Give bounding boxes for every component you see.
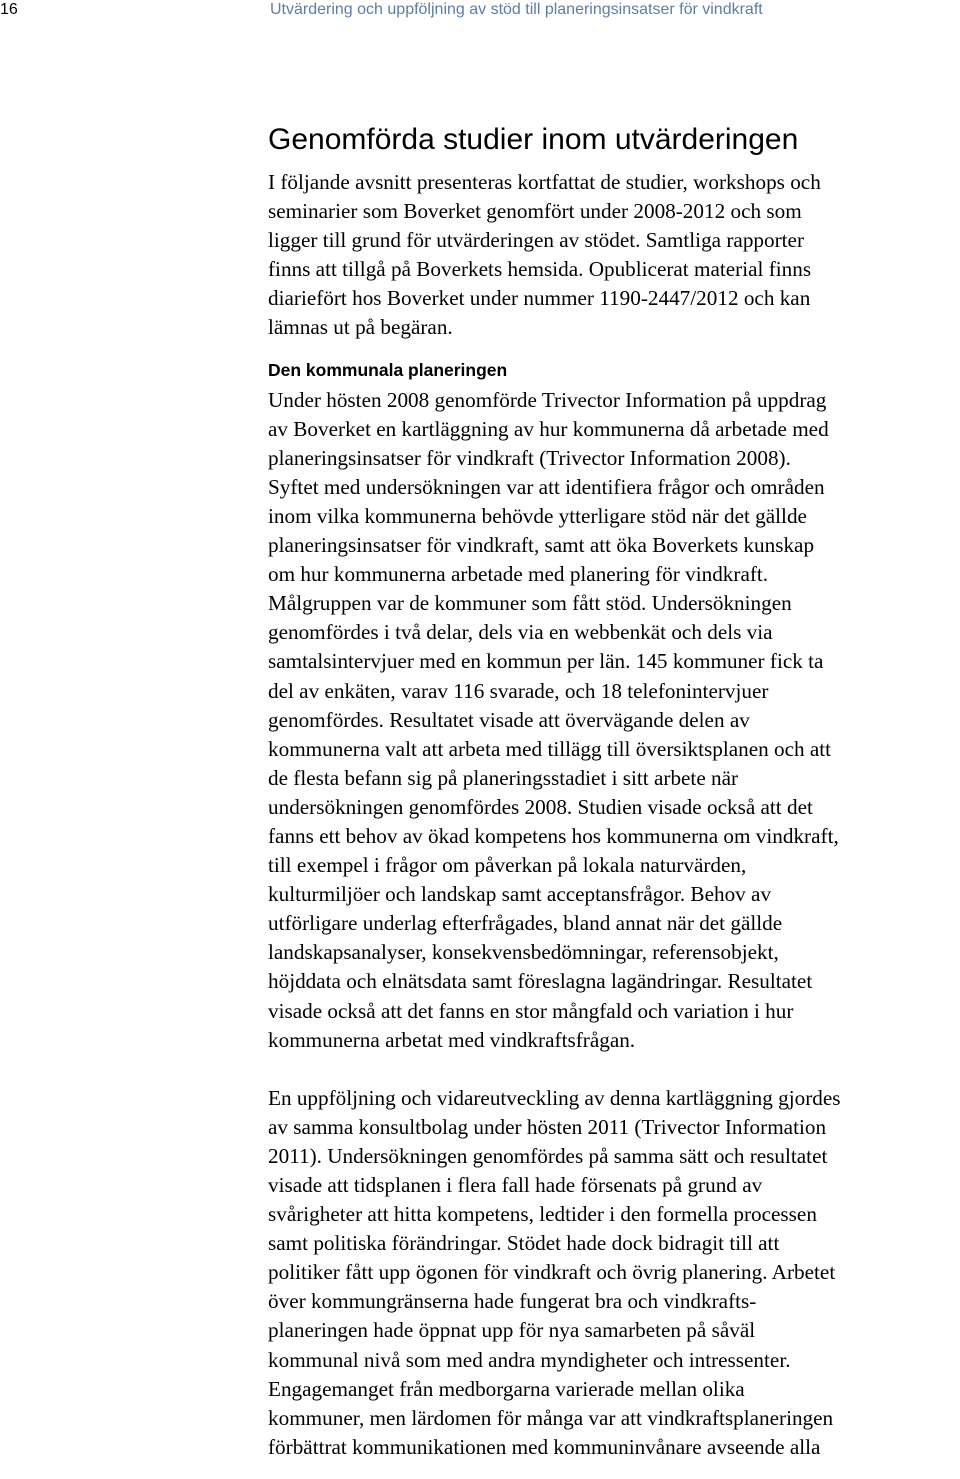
subsection-heading: Den kommunala planeringen: [268, 359, 508, 380]
page-content: [268, 120, 958, 1462]
running-header-title: Utvärdering och uppföljning av stöd till planeringsinsatser för vindkraft: [270, 1, 763, 18]
page-number: 16: [0, 1, 18, 18]
running-header: [0, 0, 960, 20]
body-paragraph-2: En uppföljning och vidareutveckling av denna kartläggning gjordes av samma konsultbolag under hösten 2011 (Trivector Information 2011). Undersökningen genomfördes på samma sätt och resultatet visade att tidsplanen i flera fall hade försenats på grund av svårigheter att hitta kompetens, ledtider i den formella processen samt politiska förändringar. Stödet hade dock bidragit till att politiker fått upp ögonen för vindkraft och övrig planering. Arbetet över kommungränserna hade fungerat bra och vindkrafts- planeringen hade öppnat upp för nya samarbeten på såväl kommunal nivå som med andra myndigheter och intressenter. Engagemanget från medborgarna varierade mellan olika kommuner, men lärdomen för många var att vindkraftsplaneringen förbättrat kommunikationen med kommuninvånare avseende alla: [268, 1085, 841, 1459]
intro-paragraph: I följande avsnitt presenteras kortfattat de studier, workshops och seminarier som Boverket genomfört under 2008-2012 och som ligger till grund för utvärderingen av stödet. Samtliga rapporter finns att tillgå på Boverkets hemsida. Opublicerat material finns diariefört hos Boverket under nummer 1190-2447/2012 och kan lämnas ut på begäran.: [268, 170, 821, 340]
body-paragraph-1: Under hösten 2008 genomförde Trivector Information på uppdrag av Boverket en kartläggning av hur kommunerna då arbetade med planeringsinsatser för vindkraft (Trivector Information 2008). Syftet med undersökningen var att identifiera frågor och områden inom vilka kommunerna behövde ytterligare stöd när det gällde planeringsinsatser för vindkraft, samt att öka Boverkets kunskap om hur kommunerna arbetade med planering för vindkraft. Målgruppen var de kommuner som fått stöd. Undersökningen genomfördes i två delar, dels via en webbenkät och dels via samtalsintervjuer med en kommun per län. 145 kommuner fick ta del av enkäten, varav 116 svarade, och 18 telefonintervjuer genomfördes. Resultatet visade att övervägande delen av kommunerna valt att arbeta med tillägg till översiktsplanen och att de flesta befann sig på planeringsstadiet i sitt arbete när undersökningen genomfördes 2008. Studien visade också att det fanns ett behov av ökad kompetens hos kommunerna om vindkraft, till exempel i frågor om påverkan på lokala naturvärden, kulturmiljöer och landskap samt acceptansfrågor. Behov av utförligare underlag efterfrågades, bland annat när det gällde landskapsanalyser, konsekvensbedömningar, referensobjekt, höjddata och elnätsdata samt föreslagna lagändringar. Resultatet visade också att det fanns en stor mångfald och variation i hur kommunerna arbetat med vindkraftsfrågan.: [268, 387, 839, 1052]
section-title: Genomförda studier inom utvärderingen: [268, 123, 799, 156]
